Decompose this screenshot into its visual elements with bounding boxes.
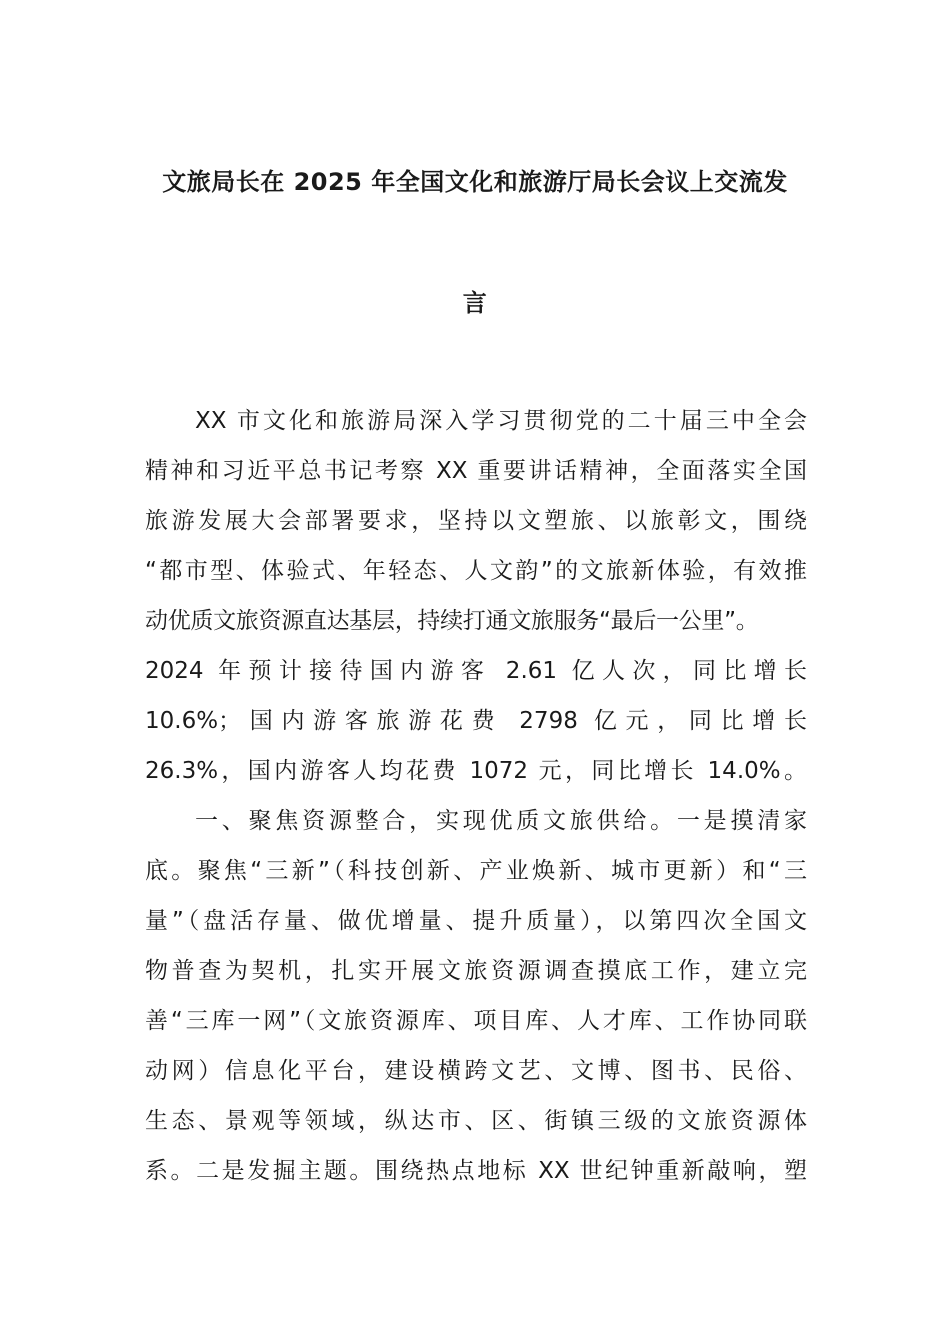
body-line: 物普查为契机，扎实开展文旅资源调查摸底工作，建立完	[145, 958, 807, 984]
body-line: 旅游发展大会部署要求，坚持以文塑旅、以旅彰文，围绕	[145, 508, 807, 534]
body-line: 10.6%；国内游客旅游花费 2798 亿元，同比增长	[145, 708, 807, 734]
body-line: 量”（盘活存量、做优增量、提升质量），以第四次全国文	[145, 908, 807, 934]
document-title-line-2: 言	[462, 289, 488, 317]
body-line: XX 市文化和旅游局深入学习贯彻党的二十届三中全会	[195, 408, 807, 434]
body-line: 善“三库一网”（文旅资源库、项目库、人才库、工作协同联	[145, 1008, 807, 1034]
body-line: “都市型、体验式、年轻态、人文韵”的文旅新体验，有效推	[145, 558, 807, 584]
body-line: 2024 年预计接待国内游客 2.61 亿人次，同比增长	[145, 658, 807, 684]
body-line: 生态、景观等领域，纵达市、区、街镇三级的文旅资源体	[145, 1108, 807, 1134]
body-line: 动优质文旅资源直达基层，持续打通文旅服务“最后一公里”。	[145, 608, 759, 634]
body-line: 动网）信息化平台，建设横跨文艺、文博、图书、民俗、	[145, 1058, 807, 1084]
body-line: 精神和习近平总书记考察 XX 重要讲话精神，全面落实全国	[145, 458, 807, 484]
body-line: 系。二是发掘主题。围绕热点地标 XX 世纪钟重新敲响，塑	[145, 1158, 807, 1184]
body-line: 26.3%，国内游客人均花费 1072 元，同比增长 14.0%。	[145, 758, 807, 784]
body-line: 一、聚焦资源整合，实现优质文旅供给。一是摸清家	[195, 808, 807, 834]
body-line: 底。聚焦“三新”（科技创新、产业焕新、城市更新）和“三	[145, 858, 807, 884]
document-title-line-1: 文旅局长在 2025 年全国文化和旅游厅局长会议上交流发	[162, 168, 788, 196]
